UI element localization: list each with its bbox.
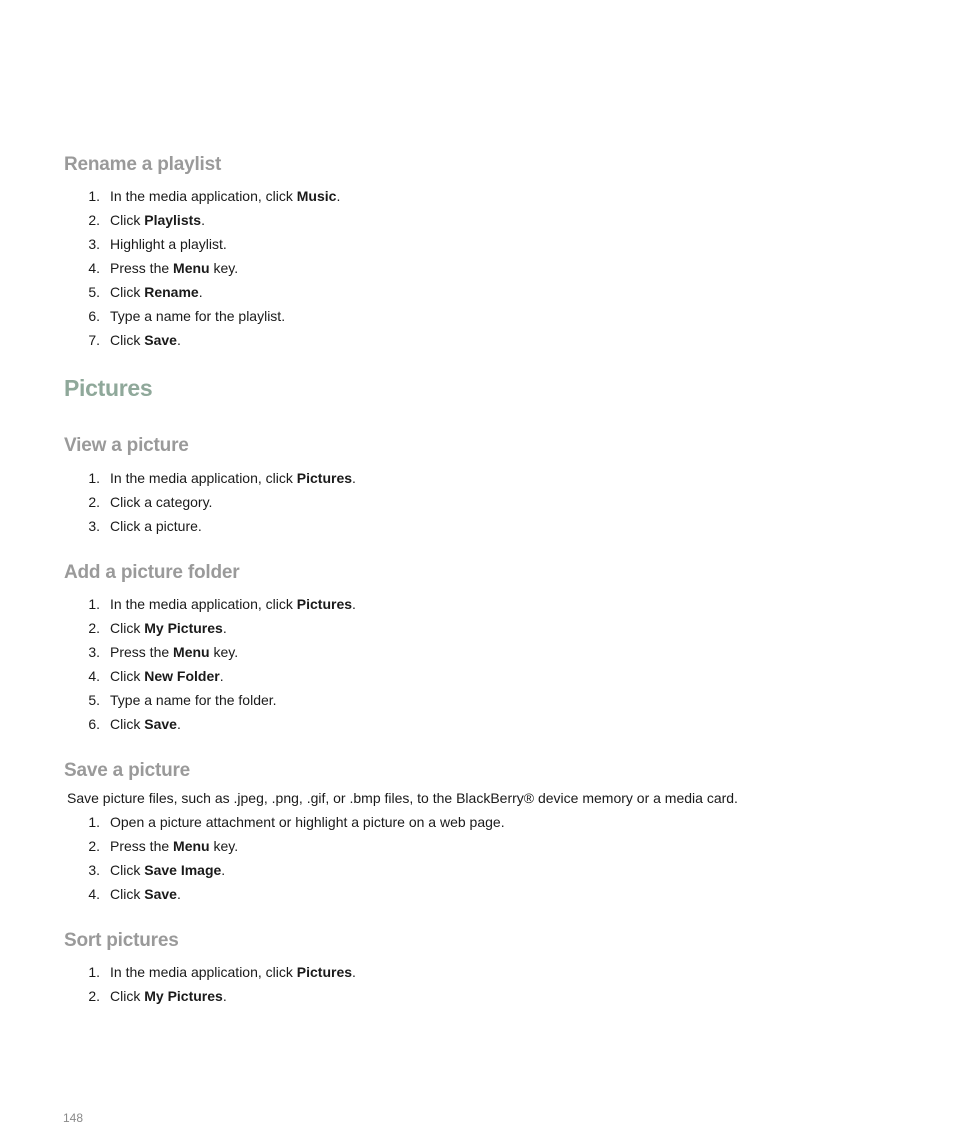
- step-text: [110, 328, 181, 352]
- step-text: [110, 640, 238, 664]
- step-text: [110, 616, 227, 640]
- step-number: 6.: [88, 716, 100, 732]
- step-text-plain: Press the: [110, 838, 174, 854]
- step-number: 2.: [88, 838, 100, 854]
- step-text: [110, 882, 181, 906]
- step-text-plain: Press the: [110, 260, 174, 276]
- step-number: 3.: [88, 236, 100, 252]
- step-text-plain: Click a picture.: [110, 518, 202, 534]
- step-number: 2.: [88, 494, 100, 510]
- step-text-plain: Click: [110, 886, 145, 902]
- step-text-plain: Click: [110, 620, 145, 636]
- ui-term: Save: [144, 716, 177, 732]
- step-number: 1.: [88, 964, 100, 980]
- step-number: 4.: [88, 668, 100, 684]
- step-number: 5.: [88, 284, 100, 300]
- step-text-plain: Click a category.: [110, 494, 213, 510]
- ui-term: Save: [144, 886, 177, 902]
- rename-playlist-heading: Rename a playlist: [64, 154, 222, 175]
- step-text-plain: Click: [110, 988, 145, 1004]
- page-number: 148: [63, 1111, 84, 1125]
- step-text: [110, 280, 203, 304]
- step-number: 3.: [88, 644, 100, 660]
- step-text: [110, 834, 238, 858]
- step-text-suffix: .: [352, 596, 356, 612]
- pictures-chapter-heading: Pictures: [64, 375, 153, 401]
- step-text-plain: Click: [110, 332, 145, 348]
- step-text-plain: Click: [110, 862, 145, 878]
- step-number: 3.: [88, 518, 100, 534]
- step-text-suffix: .: [352, 964, 356, 980]
- step-text-suffix: .: [201, 212, 205, 228]
- ui-term: Pictures: [296, 470, 353, 486]
- step-text-suffix: .: [176, 332, 181, 348]
- step-number: 4.: [88, 886, 100, 902]
- save-picture-intro: Save picture files, such as .jpeg, .png, .gif, or .bmp files, to the BlackBerry® device memory or a media card.: [67, 790, 738, 806]
- step-number: 7.: [88, 332, 100, 348]
- step-text: [110, 208, 205, 232]
- step-text: [110, 688, 277, 712]
- ui-term: Menu: [173, 644, 210, 660]
- step-text-suffix: key.: [209, 260, 239, 276]
- step-text: [110, 984, 227, 1008]
- ui-term: Save: [144, 332, 177, 348]
- step-text: [110, 256, 238, 280]
- step-number: 5.: [88, 692, 100, 708]
- step-text-plain: Click: [110, 212, 145, 228]
- ui-term: New Folder: [144, 668, 220, 684]
- step-text: [110, 960, 356, 984]
- step-text: [110, 858, 225, 882]
- step-number: 6.: [88, 308, 100, 324]
- step-text: [110, 184, 340, 208]
- step-text: [110, 490, 212, 514]
- step-text-suffix: .: [176, 886, 181, 902]
- ui-term: Music: [296, 188, 337, 204]
- step-text-suffix: .: [219, 668, 224, 684]
- step-number: 2.: [88, 212, 100, 228]
- step-text-plain: Open a picture attachment or highlight a picture on a web page.: [110, 814, 505, 830]
- ui-term: Menu: [173, 838, 210, 854]
- step-text: [110, 712, 181, 736]
- step-text: [110, 664, 224, 688]
- view-picture-heading: View a picture: [64, 435, 189, 456]
- step-number: 1.: [88, 596, 100, 612]
- step-text-plain: Press the: [110, 644, 174, 660]
- step-text-plain: In the media application, click: [110, 470, 297, 486]
- step-text-suffix: key.: [209, 644, 239, 660]
- ui-term: Rename: [144, 284, 199, 300]
- step-text-suffix: .: [176, 716, 181, 732]
- step-text-plain: Click: [110, 716, 145, 732]
- step-text-suffix: .: [198, 284, 203, 300]
- step-text-suffix: .: [221, 862, 226, 878]
- add-picture-folder-heading: Add a picture folder: [64, 562, 240, 583]
- ui-term: Pictures: [296, 964, 353, 980]
- ui-term: Pictures: [296, 596, 353, 612]
- step-text-suffix: .: [222, 620, 227, 636]
- ui-term: My Pictures: [144, 620, 223, 636]
- step-number: 1.: [88, 188, 100, 204]
- step-text-suffix: .: [222, 988, 227, 1004]
- ui-term: My Pictures: [144, 988, 223, 1004]
- step-text-plain: Click: [110, 668, 145, 684]
- step-number: 1.: [88, 814, 100, 830]
- step-number: 2.: [88, 620, 100, 636]
- ui-term: Playlists: [144, 212, 202, 228]
- step-text: [110, 810, 505, 834]
- step-text: [110, 592, 356, 616]
- step-text-plain: Type a name for the playlist.: [110, 308, 286, 324]
- step-text-plain: In the media application, click: [110, 596, 297, 612]
- step-text-plain: In the media application, click: [110, 964, 297, 980]
- step-text: [110, 232, 227, 256]
- step-text-plain: Click: [110, 284, 145, 300]
- step-text-suffix: .: [352, 470, 356, 486]
- step-text-plain: Highlight a playlist.: [110, 236, 227, 252]
- step-text: [110, 304, 285, 328]
- step-text-plain: Type a name for the folder.: [110, 692, 277, 708]
- step-text-suffix: key.: [209, 838, 239, 854]
- step-text: [110, 514, 202, 538]
- save-picture-heading: Save a picture: [64, 760, 191, 781]
- step-text: [110, 466, 356, 490]
- step-number: 1.: [88, 470, 100, 486]
- ui-term: Menu: [173, 260, 210, 276]
- step-text-plain: In the media application, click: [110, 188, 297, 204]
- ui-term: Save Image: [144, 862, 222, 878]
- step-text-suffix: .: [336, 188, 341, 204]
- step-number: 2.: [88, 988, 100, 1004]
- sort-pictures-heading: Sort pictures: [64, 930, 179, 951]
- step-number: 4.: [88, 260, 100, 276]
- step-number: 3.: [88, 862, 100, 878]
